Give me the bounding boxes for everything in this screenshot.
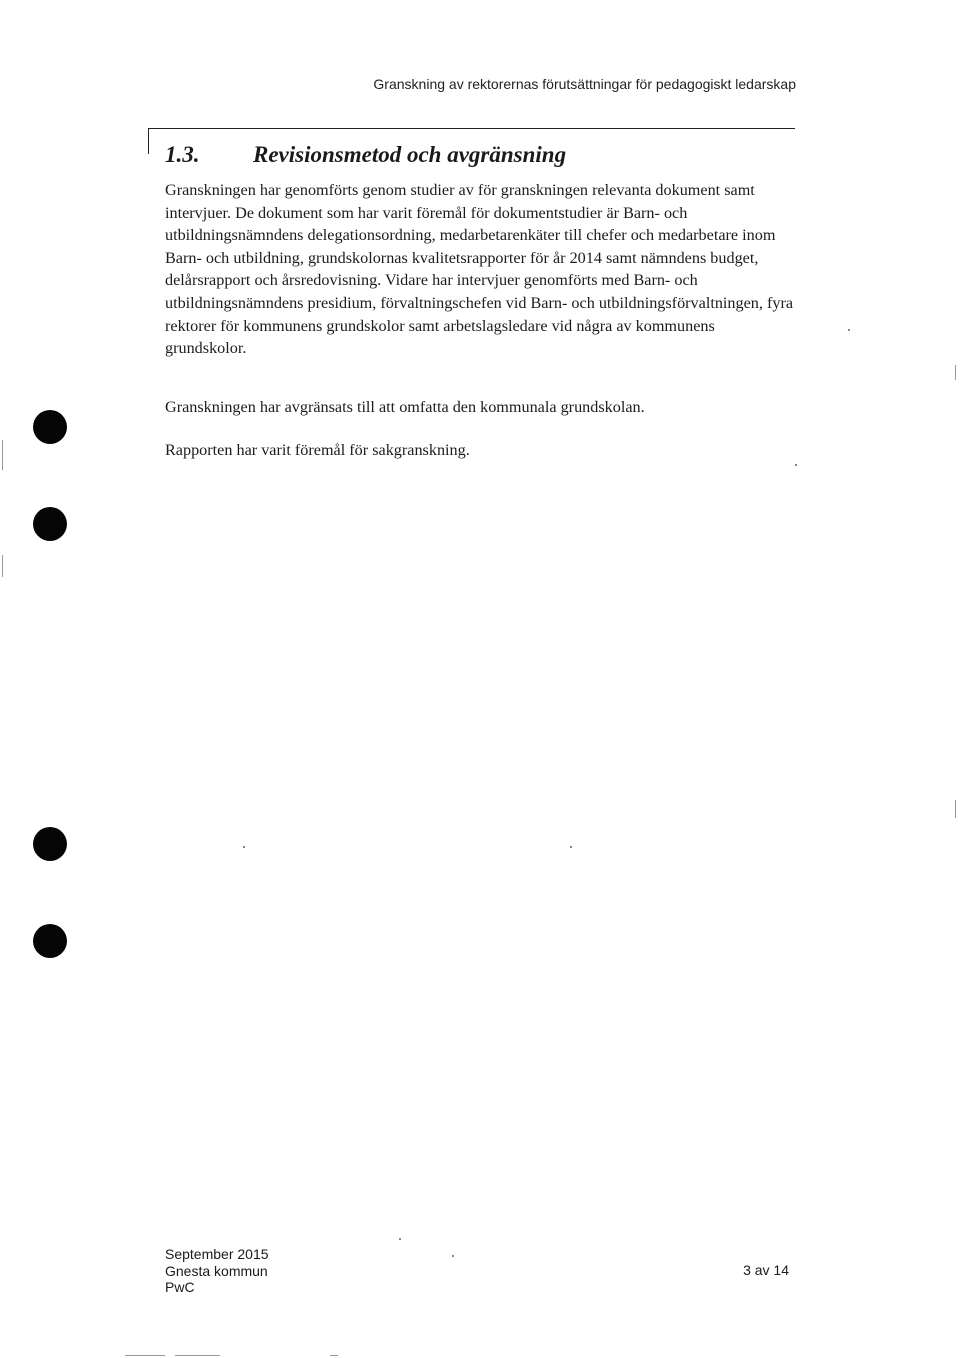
section-number: 1.3. (165, 142, 200, 167)
scan-speck (243, 846, 245, 848)
binder-hole-3 (33, 827, 67, 861)
scan-edge-mark (2, 440, 3, 470)
section-divider-tick (148, 128, 149, 154)
running-header: Granskning av rektorernas förutsättningar för pedagogiskt ledarskap (373, 76, 796, 92)
scan-speck (452, 1255, 454, 1257)
scan-edge-mark (2, 555, 3, 577)
footer-date: September 2015 (165, 1246, 269, 1262)
scan-edge-mark (330, 1355, 338, 1356)
binder-hole-4 (33, 924, 67, 958)
footer-organization: Gnesta kommun (165, 1262, 268, 1279)
section-divider (148, 128, 795, 129)
scan-edge-mark (955, 365, 956, 380)
scan-speck (848, 329, 850, 331)
review-paragraph: Rapporten har varit föremål för sakgranskning. (165, 441, 470, 459)
scan-edge-mark (125, 1355, 165, 1356)
page-footer (165, 1246, 269, 1296)
scan-edge-mark (955, 800, 956, 818)
section-heading (165, 142, 566, 168)
scope-paragraph: Granskningen har avgränsats till att omfatta den kommunala grundskolan. (165, 398, 645, 416)
binder-hole-2 (33, 507, 67, 541)
scan-speck (795, 464, 797, 466)
footer-company: PwC (165, 1279, 195, 1295)
scan-speck (399, 1238, 401, 1240)
section-title: Revisionsmetod och avgränsning (253, 142, 567, 167)
page-number: 3 av 14 (743, 1262, 789, 1278)
method-paragraph: Granskningen har genomförts genom studier av för granskningen relevanta dokument samt intervjuer. De dokument som har varit föremål för dokumentstudier är Barn- och utbildningsnämndens delegationsordning, medarbetarenkäter till chefer och medarbetare inom Barn- och utbildning, grundskolornas kvalitetsrapporter för år 2014 samt nämndens budget, delårsrapport och årsredovisning. Vidare har intervjuer genomförts med Barn- och utbildningsnämndens presidium, förvaltningschefen vid Barn- och utbildningsförvaltningen, fyra rektorer för kommunens grundskolor samt arbetslagsledare vid några av kommunens grundskolor. (165, 181, 794, 358)
scan-edge-mark (175, 1355, 220, 1356)
scan-speck (570, 846, 572, 848)
binder-hole-1 (33, 410, 67, 444)
